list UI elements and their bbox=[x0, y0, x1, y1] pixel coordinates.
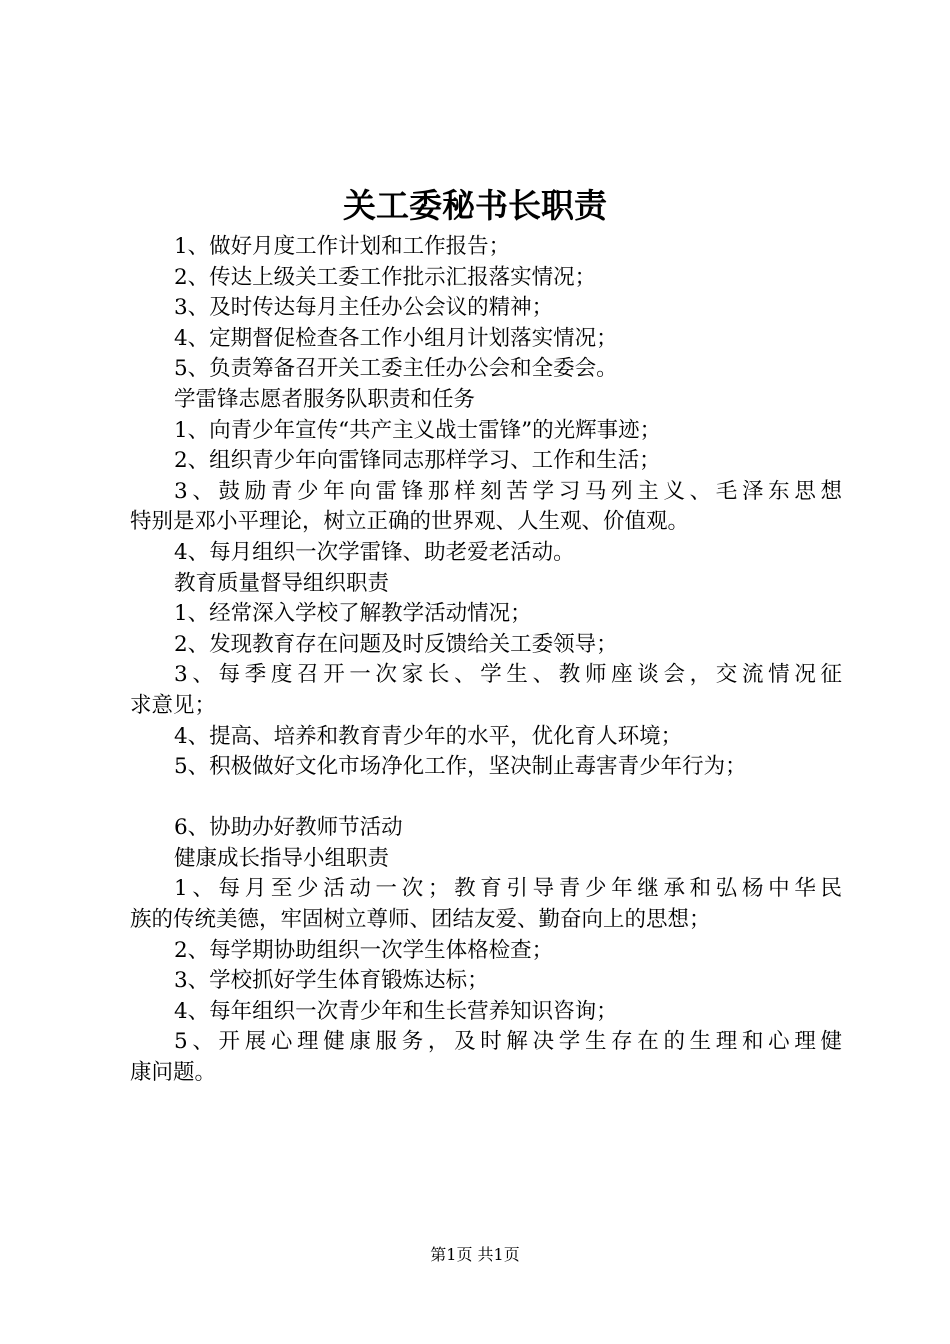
paragraph-line: 2、每学期协助组织一次学生体格检查； bbox=[174, 937, 554, 963]
paragraph-line: 特别是邓小平理论，树立正确的世界观、人生观、价值观。 bbox=[130, 509, 690, 535]
page-footer: 第1页 共1页 bbox=[430, 1245, 520, 1264]
paragraph-line: 5、负责筹备召开关工委主任办公会和全委会。 bbox=[174, 356, 618, 382]
document-title: 关工委秘书长职责 bbox=[343, 186, 607, 225]
paragraph-line: 5、积极做好文化市场净化工作，坚决制止毒害青少年行为； bbox=[174, 754, 747, 780]
paragraph-line: 4、定期督促检查各工作小组月计划落实情况； bbox=[174, 325, 618, 351]
paragraph-line: 1、做好月度工作计划和工作报告； bbox=[174, 234, 511, 259]
paragraph-line: 族的传统美德，牢固树立尊师、团结友爱、勤奋向上的思想； bbox=[130, 907, 711, 933]
paragraph-line: 学雷锋志愿者服务队职责和任务 bbox=[174, 386, 476, 412]
document-body bbox=[130, 232, 842, 1089]
paragraph-line: 2、组织青少年向雷锋同志那样学习、工作和生活； bbox=[174, 448, 661, 474]
paragraph-line: 2、发现教育存在问题及时反馈给关工委领导； bbox=[174, 631, 618, 657]
paragraph-line: 2、传达上级关工委工作批示汇报落实情况； bbox=[174, 264, 597, 290]
paragraph-line: 4、每月组织一次学雷锋、助老爱老活动。 bbox=[174, 539, 575, 565]
paragraph-line: 教育质量督导组织职责 bbox=[174, 570, 390, 596]
paragraph-line: 3、每季度召开一次家长、学生、教师座谈会，交流情况征 bbox=[174, 662, 842, 688]
paragraph-line: 6、协助办好教师节活动 bbox=[174, 815, 403, 841]
paragraph-line: 3、学校抓好学生体育锻炼达标； bbox=[174, 968, 489, 994]
paragraph-line: 1、每月至少活动一次；教育引导青少年继承和弘杨中华民 bbox=[174, 876, 842, 902]
paragraph-line: 3、鼓励青少年向雷锋那样刻苦学习马列主义、毛泽东思想 bbox=[174, 478, 842, 504]
paragraph-line: 3、及时传达每月主任办公会议的精神； bbox=[174, 295, 554, 321]
paragraph-line: 1、向青少年宣传“共产主义战士雷锋”的光辉事迹； bbox=[174, 417, 662, 443]
paragraph-line: 1、经常深入学校了解教学活动情况； bbox=[174, 601, 532, 627]
paragraph-line: 健康成长指导小组职责 bbox=[174, 845, 390, 871]
paragraph-line: 4、提高、培养和教育青少年的水平，优化育人环境； bbox=[174, 723, 683, 749]
paragraph-line: 4、每年组织一次青少年和生长营养知识咨询； bbox=[174, 998, 618, 1024]
paragraph-line: 康问题。 bbox=[130, 1060, 217, 1086]
paragraph-line: 求意见； bbox=[130, 692, 217, 718]
blank-line bbox=[130, 783, 842, 814]
paragraph-line: 5、开展心理健康服务，及时解决学生存在的生理和心理健 bbox=[174, 1029, 842, 1055]
